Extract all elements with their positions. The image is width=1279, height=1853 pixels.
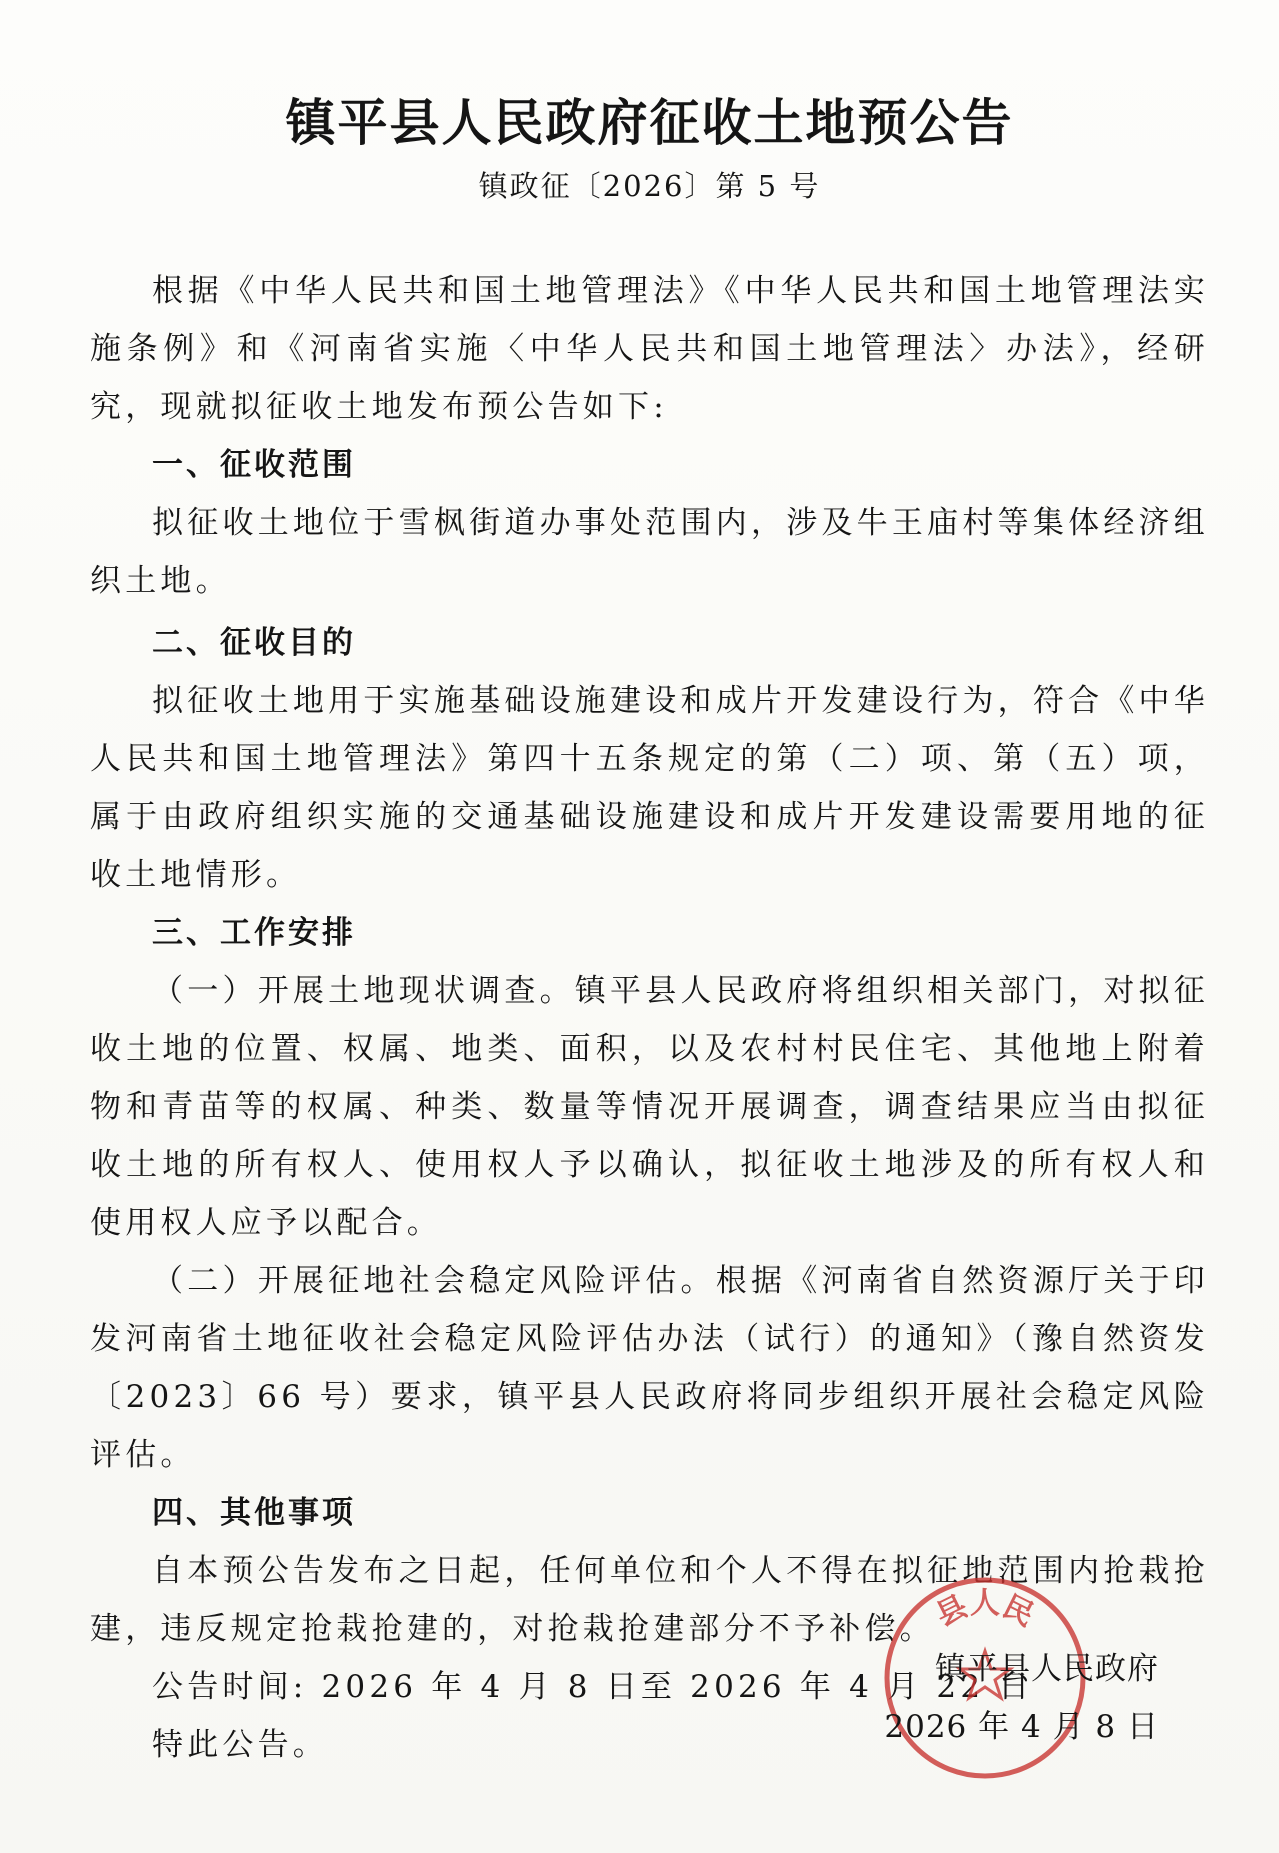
svg-text:县人民 — [931, 1586, 1040, 1634]
section-scope-paragraph: 拟征收土地位于雪枫街道办事处范围内，涉及牛王庙村等集体经济组织土地。 — [90, 505, 1209, 599]
signature-block — [884, 1640, 1159, 1756]
section-other-paragraph: 自本预公告发布之日起，任何单位和个人不得在拟征地范围内抢栽抢建，违反规定抢栽抢建的，对抢栽抢建部分不予补偿。 — [90, 1553, 1209, 1647]
section-heading-other: 四、其他事项 — [152, 1495, 356, 1531]
section-heading-scope: 一、征收范围 — [152, 447, 356, 483]
section-heading-purpose: 二、征收目的 — [152, 625, 356, 661]
document-body — [90, 262, 1209, 1774]
section-arrangement-paragraph-1: （一）开展土地现状调查。镇平县人民政府将组织相关部门，对拟征收土地的位置、权属、地类、面积，以及农村村民住宅、其他地上附着物和青苗等的权属、种类、数量等情况开展调查，调查结果应当由拟征收土地的所有权人、使用权人予以确认，拟征收土地涉及的所有权人和使用权人应予以配合。 — [90, 973, 1209, 1241]
closing-statement: 特此公告。 — [152, 1727, 328, 1763]
notice-period: 公告时间: 2026 年 4 月 8 日至 2026 年 4 月 22 日 — [152, 1669, 1034, 1705]
document-title: 镇平县人民政府征收土地预公告 — [285, 94, 1014, 152]
intro-paragraph: 根据《中华人民共和国土地管理法》《中华人民共和国土地管理法实施条例》和《河南省实施〈中华人民共和国土地管理法〉办法》，经研究，现就拟征收土地发布预公告如下: — [90, 273, 1209, 425]
issue-date: 2026 年 4 月 8 日 — [884, 1709, 1159, 1745]
section-heading-arrangement: 三、工作安排 — [152, 915, 356, 951]
section-purpose-paragraph: 拟征收土地用于实施基础设施建设和成片开发建设行为，符合《中华人民共和国土地管理法》第四十五条规定的第（二）项、第（五）项，属于由政府组织实施的交通基础设施建设和成片开发建设需要用地的征收土地情形。 — [90, 683, 1209, 893]
issuer-name: 镇平县人民政府 — [935, 1651, 1159, 1687]
seal-text: 县人民 — [930, 1586, 1040, 1634]
section-arrangement-paragraph-2: （二）开展征地社会稳定风险评估。根据《河南省自然资源厅关于印发河南省土地征收社会稳定风险评估办法（试行）的通知》（豫自然资发〔2023〕66 号）要求，镇平县人民政府将同步组织开展社会稳定风险评估。 — [90, 1263, 1209, 1473]
document-number: 镇政征〔2026〕第 5 号 — [478, 169, 821, 203]
